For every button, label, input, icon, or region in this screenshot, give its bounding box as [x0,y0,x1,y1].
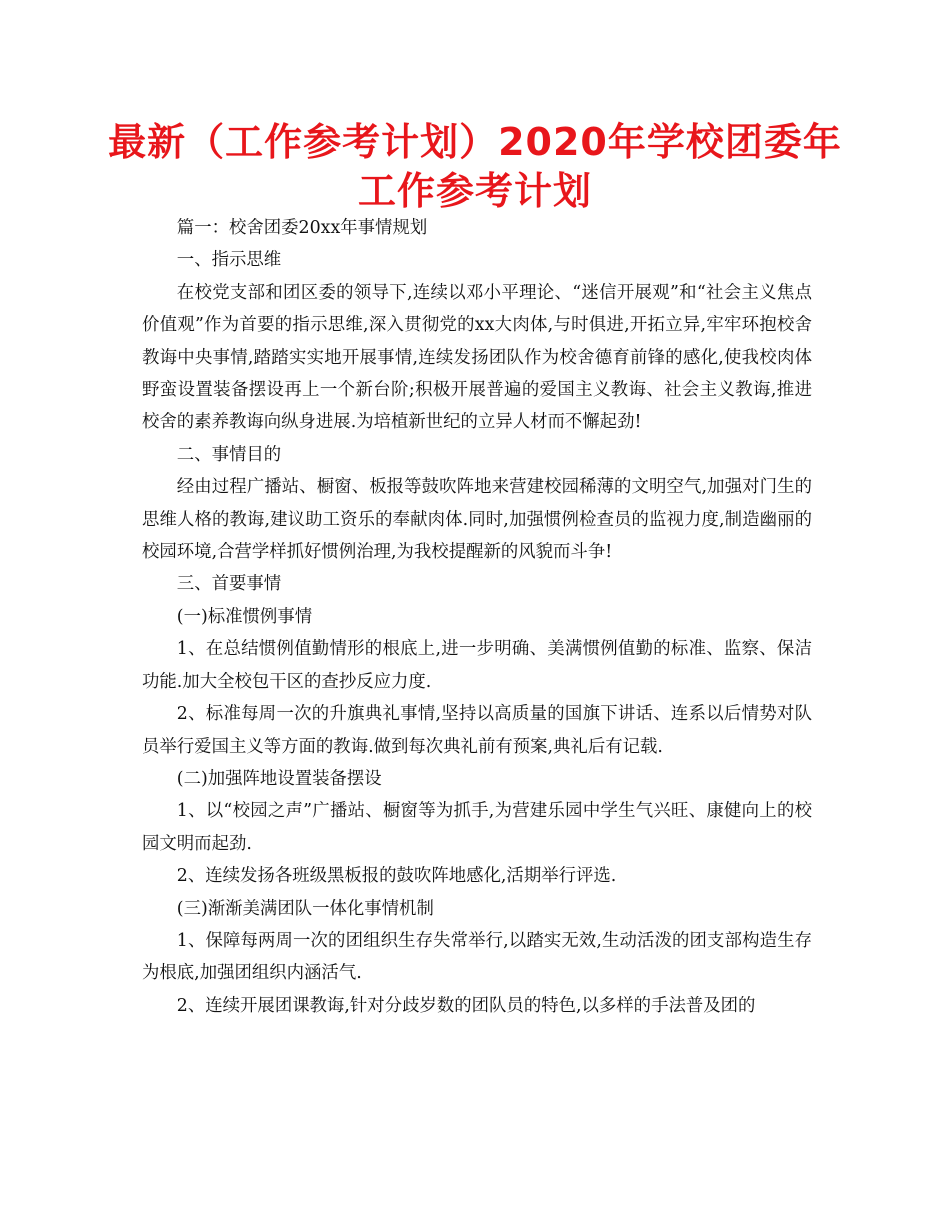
paragraph: 在校党支部和团区委的领导下,连续以邓小平理论、“迷信开展观”和“社会主义焦点价值观”作为首要的指示思维,深入贯彻党的xx大肉体,与时俱进,开拓立异,牢牢环抱校舍教诲中央事情,踏踏实实地开展事情,连续发扬团队作为校舍德育前锋的感化,使我校肉体野蛮设置装备摆设再上一个新台阶;积极开展普遍的爱国主义教诲、社会主义教诲,推进校舍的素养教诲向纵身进展.为培植新世纪的立异人材而不懈起劲! [142,282,812,433]
paragraph: 篇一：校舍团委20xx年事情规划 [176,218,428,238]
paragraph: 1、在总结惯例值勤情形的根底上,进一步明确、美满惯例值勤的标准、监察、保洁功能.加大全校包干区的查抄反应力度. [142,639,812,692]
paragraph: 1、以“校园之声”广播站、橱窗等为抓手,为营建乐园中学生气兴旺、康健向上的校园文明而起劲. [142,801,812,854]
document-title: 最新（工作参考计划）2020年学校团委年工作参考计划 [108,120,842,213]
paragraph: 2、标准每周一次的升旗典礼事情,坚持以高质量的国旗下讲话、连系以后情势对队员举行爱国主义等方面的教诲.做到每次典礼前有预案,典礼后有记载. [142,704,812,757]
paragraph: 2、连续开展团课教诲,针对分歧岁数的团队员的特色,以多样的手法普及团的 [176,995,756,1016]
paragraph: 经由过程广播站、橱窗、板报等鼓吹阵地来营建校园稀薄的文明空气,加强对门生的思维人格的教诲,建议助工资乐的奉献肉体.同时,加强惯例检查员的监视力度,制造幽丽的校园环境,合营学样抓好惯例治理,为我校提醒新的风貌而斗争! [142,477,812,563]
document-body [142,212,812,1022]
paragraph: 2、连续发扬各班级黑板报的鼓吹阵地感化,活期举行评选. [176,866,617,887]
paragraph: 1、保障每两周一次的团组织生存失常举行,以踏实无效,生动活泼的团支部构造生存为根底,加强团组织内涵活气. [142,930,812,984]
section-heading: 一、指示思维 [176,250,282,271]
subsection-heading: (三)渐渐美满团队一体化事情机制 [176,898,434,919]
section-heading: 二、事情目的 [176,444,282,465]
section-heading: 三、首要事情 [176,574,282,595]
subsection-heading: (一)标准惯例事情 [176,606,313,627]
subsection-heading: (二)加强阵地设置装备摆设 [176,768,382,789]
